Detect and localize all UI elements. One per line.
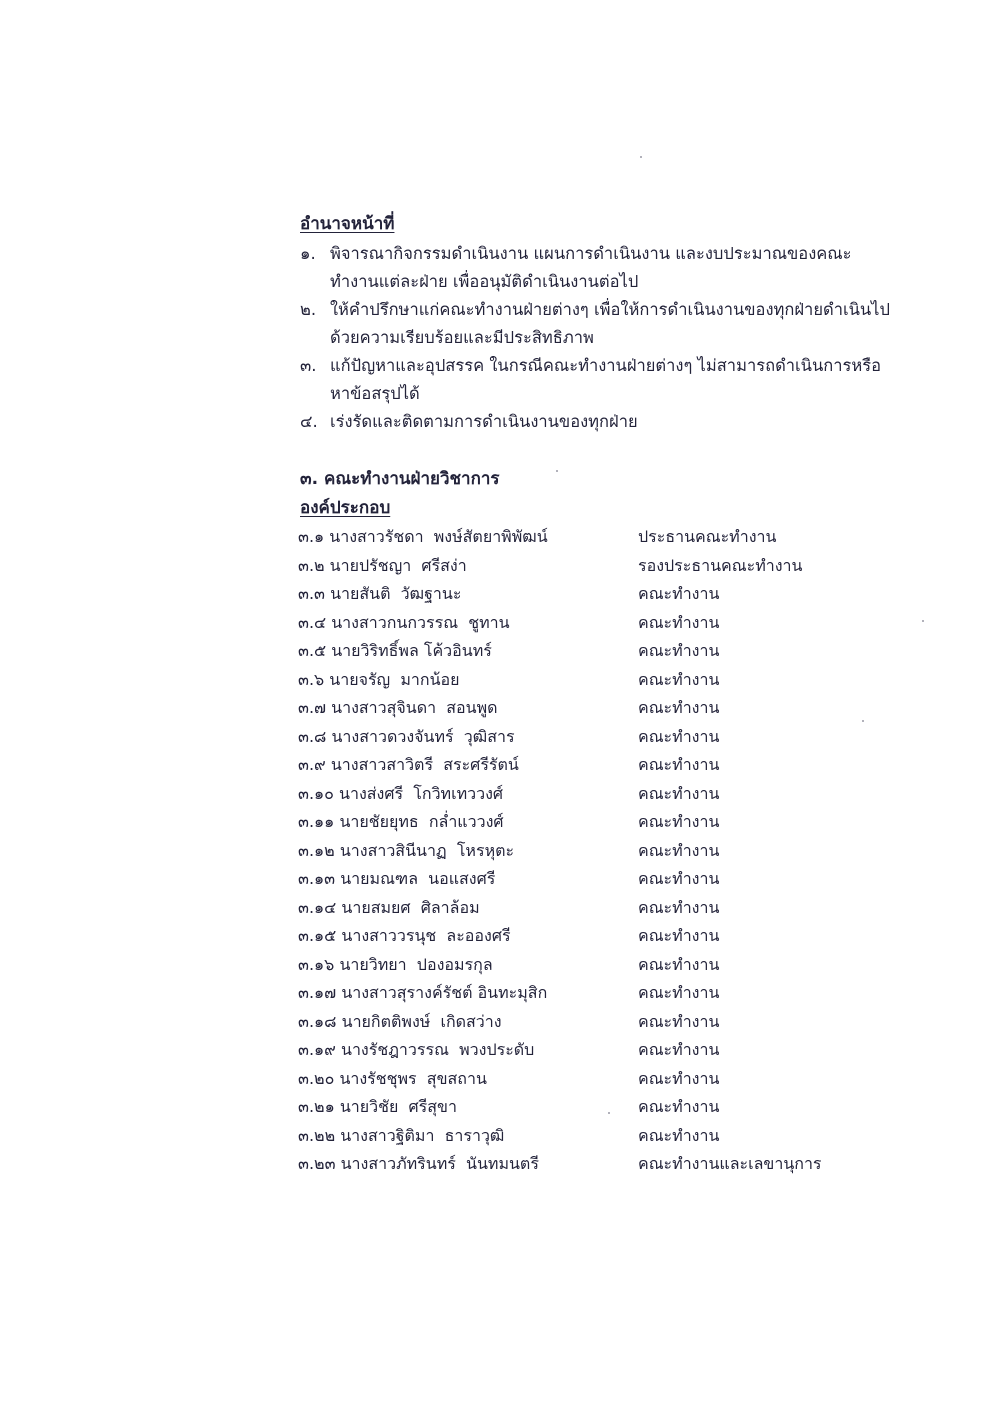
member-role: คณะทำงาน	[638, 1040, 720, 1059]
member-entry	[298, 894, 638, 922]
duty-item	[300, 240, 900, 296]
member-entry	[298, 1008, 638, 1036]
member-number: ๓.๑๐	[298, 783, 334, 803]
member-role: คณะทำงาน	[638, 1125, 720, 1145]
member-number: ๓.๑๔	[298, 897, 337, 917]
member-role: คณะทำงาน	[638, 755, 720, 774]
member-number: ๓.๑๑	[298, 812, 335, 831]
member-name: นางส่งศรี โกวิทเทววงศ์	[339, 783, 504, 803]
member-row	[298, 922, 858, 951]
member-name: นายปรัชญา ศรีสง่า	[329, 555, 467, 575]
member-role: คณะทำงาน	[638, 897, 720, 917]
member-role: คณะทำงาน	[638, 840, 720, 860]
member-row	[298, 865, 858, 894]
member-row	[298, 951, 858, 980]
member-name: นายจรัญ มากน้อย	[329, 669, 460, 689]
member-number: ๓.๑๒	[298, 840, 335, 860]
member-entry	[298, 523, 638, 551]
member-role: คณะทำงาน	[638, 926, 720, 945]
member-name: นางสาวรัชดา พงษ์สัตยาพิพัฒน์	[329, 527, 548, 546]
member-name: นางรัชฎาวรรณ พวงประดับ	[341, 1040, 535, 1059]
member-number: ๓.๒๐	[298, 1068, 335, 1088]
member-role: คณะทำงาน	[638, 698, 720, 717]
member-entry	[298, 609, 638, 637]
member-row	[298, 523, 858, 552]
member-entry	[298, 751, 638, 779]
member-row	[298, 894, 858, 923]
member-number: ๓.๒๒	[298, 1125, 336, 1145]
duty-text: ให้คำปรึกษาแก่คณะทำงานฝ่ายต่างๆ เพื่อให้การดำเนินงานของทุกฝ่ายดำเนินไปด้วยความเรียบร้อยและมีประสิทธิภาพ	[330, 300, 890, 347]
member-row	[298, 1150, 858, 1179]
duty-item	[300, 296, 900, 352]
member-row	[298, 1093, 858, 1122]
member-entry	[298, 637, 638, 665]
member-entry	[298, 694, 638, 722]
member-name: นายวิชัย ศรีสุขา	[339, 1097, 457, 1116]
member-row	[298, 751, 858, 780]
member-name: นางสาวสาวิตรี สระศรีรัตน์	[330, 755, 519, 774]
member-row	[298, 552, 858, 581]
member-number: ๓.๒	[298, 555, 325, 575]
member-number: ๓.๑๘	[298, 1011, 337, 1031]
member-number: ๓.๑๓	[298, 869, 336, 888]
member-entry	[298, 1036, 638, 1064]
scan-speck	[556, 470, 558, 472]
member-row	[298, 780, 858, 809]
member-role: คณะทำงาน	[638, 669, 720, 689]
scan-speck	[862, 720, 864, 722]
member-row	[298, 979, 858, 1008]
duties-heading: อำนาจหน้าที่	[300, 214, 395, 234]
member-role: คณะทำงาน	[638, 726, 720, 746]
member-number: ๓.๖	[298, 669, 325, 689]
member-row	[298, 808, 858, 837]
duty-number: ๔.	[300, 412, 318, 431]
member-role: คณะทำงาน	[638, 584, 720, 603]
member-role: คณะทำงาน	[638, 641, 720, 660]
member-row	[298, 637, 858, 666]
member-entry	[298, 1065, 638, 1093]
scan-speck	[608, 1112, 610, 1114]
member-entry	[298, 1150, 638, 1178]
member-name: นางสาวสินีนาฏ โหรหุตะ	[339, 840, 515, 860]
member-name: นายสันติ วัฒฐานะ	[330, 584, 462, 603]
member-name: นายสมยศ ศิลาล้อม	[341, 897, 480, 917]
member-name: นางสาวภัทรินทร์ นันทมนตรี	[340, 1154, 539, 1173]
member-role: คณะทำงาน	[638, 1011, 720, 1031]
duty-number: ๑.	[300, 244, 316, 263]
member-role: คณะทำงานและเลขานุการ	[638, 1154, 822, 1173]
member-role: คณะทำงาน	[638, 1068, 720, 1088]
member-name: นายวิทยา ปองอมรกุล	[339, 954, 493, 974]
duty-number: ๒.	[300, 300, 317, 319]
member-number: ๓.๑๖	[298, 954, 335, 974]
duty-number: ๓.	[300, 356, 317, 375]
member-number: ๓.๕	[298, 641, 327, 660]
member-entry	[298, 723, 638, 751]
member-number: ๓.๓	[298, 584, 325, 603]
member-number: ๓.๗	[298, 698, 327, 717]
committee-title: ๓. คณะทำงานฝ่ายวิชาการ	[300, 469, 500, 489]
member-name: นางสาววรนุช ละอองศรี	[341, 926, 511, 945]
duties-list	[300, 240, 900, 436]
member-name: นางรัชชุพร สุขสถาน	[339, 1068, 487, 1088]
member-entry	[298, 951, 638, 979]
member-name: นายมณฑล นอแสงศรี	[340, 869, 496, 888]
member-entry	[298, 1093, 638, 1121]
member-role: ประธานคณะทำงาน	[638, 527, 777, 546]
member-role: คณะทำงาน	[638, 869, 720, 888]
member-entry	[298, 865, 638, 893]
member-number: ๓.๔	[298, 612, 327, 632]
composition-heading: องค์ประกอบ	[300, 498, 391, 518]
member-role: คณะทำงาน	[638, 783, 720, 803]
member-row	[298, 1036, 858, 1065]
member-number: ๓.๘	[298, 726, 327, 746]
member-number: ๓.๙	[298, 755, 326, 774]
member-row	[298, 1065, 858, 1094]
duty-text: เร่งรัดและติดตามการดำเนินงานของทุกฝ่าย	[330, 412, 638, 431]
member-role: คณะทำงาน	[638, 983, 720, 1002]
member-number: ๓.๑๕	[298, 926, 337, 945]
member-row	[298, 609, 858, 638]
member-entry	[298, 808, 638, 836]
member-name: นางสาวสุรางค์รัชต์ อินทะมุสิก	[341, 983, 548, 1002]
member-row	[298, 694, 858, 723]
member-row	[298, 1122, 858, 1151]
duty-item	[300, 352, 900, 408]
member-name: นายชัยยุทธ กล่ำแววงศ์	[339, 812, 504, 831]
scan-speck	[922, 620, 924, 622]
member-entry	[298, 580, 638, 608]
member-row	[298, 723, 858, 752]
member-name: นางสาวฐิติมา ธาราวุฒิ	[340, 1125, 505, 1145]
member-number: ๓.๑๗	[298, 983, 337, 1002]
member-role: รองประธานคณะทำงาน	[638, 555, 803, 575]
member-entry	[298, 922, 638, 950]
member-role: คณะทำงาน	[638, 612, 720, 632]
member-name: นางสาวกนกวรรณ ชูทาน	[331, 612, 510, 632]
member-number: ๓.๒๓	[298, 1154, 336, 1173]
scan-speck	[640, 156, 642, 158]
member-number: ๓.๒๑	[298, 1097, 335, 1116]
member-row	[298, 666, 858, 695]
member-entry	[298, 1122, 638, 1150]
member-entry	[298, 780, 638, 808]
member-entry	[298, 552, 638, 580]
member-role: คณะทำงาน	[638, 1097, 720, 1116]
member-row	[298, 1008, 858, 1037]
member-entry	[298, 979, 638, 1007]
duty-item	[300, 408, 900, 436]
member-row	[298, 580, 858, 609]
member-name: นายวิริทธิ์พล โค้วอินทร์	[331, 641, 492, 660]
duty-text: แก้ปัญหาและอุปสรรค ในกรณีคณะทำงานฝ่ายต่างๆ ไม่สามารถดำเนินการหรือหาข้อสรุปได้	[330, 356, 882, 403]
member-entry	[298, 666, 638, 694]
member-row	[298, 837, 858, 866]
member-role: คณะทำงาน	[638, 812, 720, 831]
member-number: ๓.๑	[298, 527, 325, 546]
member-name: นางสาวดวงจันทร์ วุฒิสาร	[331, 726, 515, 746]
duty-text: พิจารณากิจกรรมดำเนินงาน แผนการดำเนินงาน และงบประมาณของคณะทำงานแต่ละฝ่าย เพื่ออนุมัติดำเนินงานต่อไป	[330, 244, 852, 291]
member-number: ๓.๑๙	[298, 1040, 336, 1059]
member-role: คณะทำงาน	[638, 954, 720, 974]
member-list	[298, 523, 858, 1179]
member-name: นายกิตติพงษ์ เกิดสว่าง	[341, 1011, 502, 1031]
member-name: นางสาวสุจินดา สอนพูด	[331, 698, 498, 717]
member-entry	[298, 837, 638, 865]
